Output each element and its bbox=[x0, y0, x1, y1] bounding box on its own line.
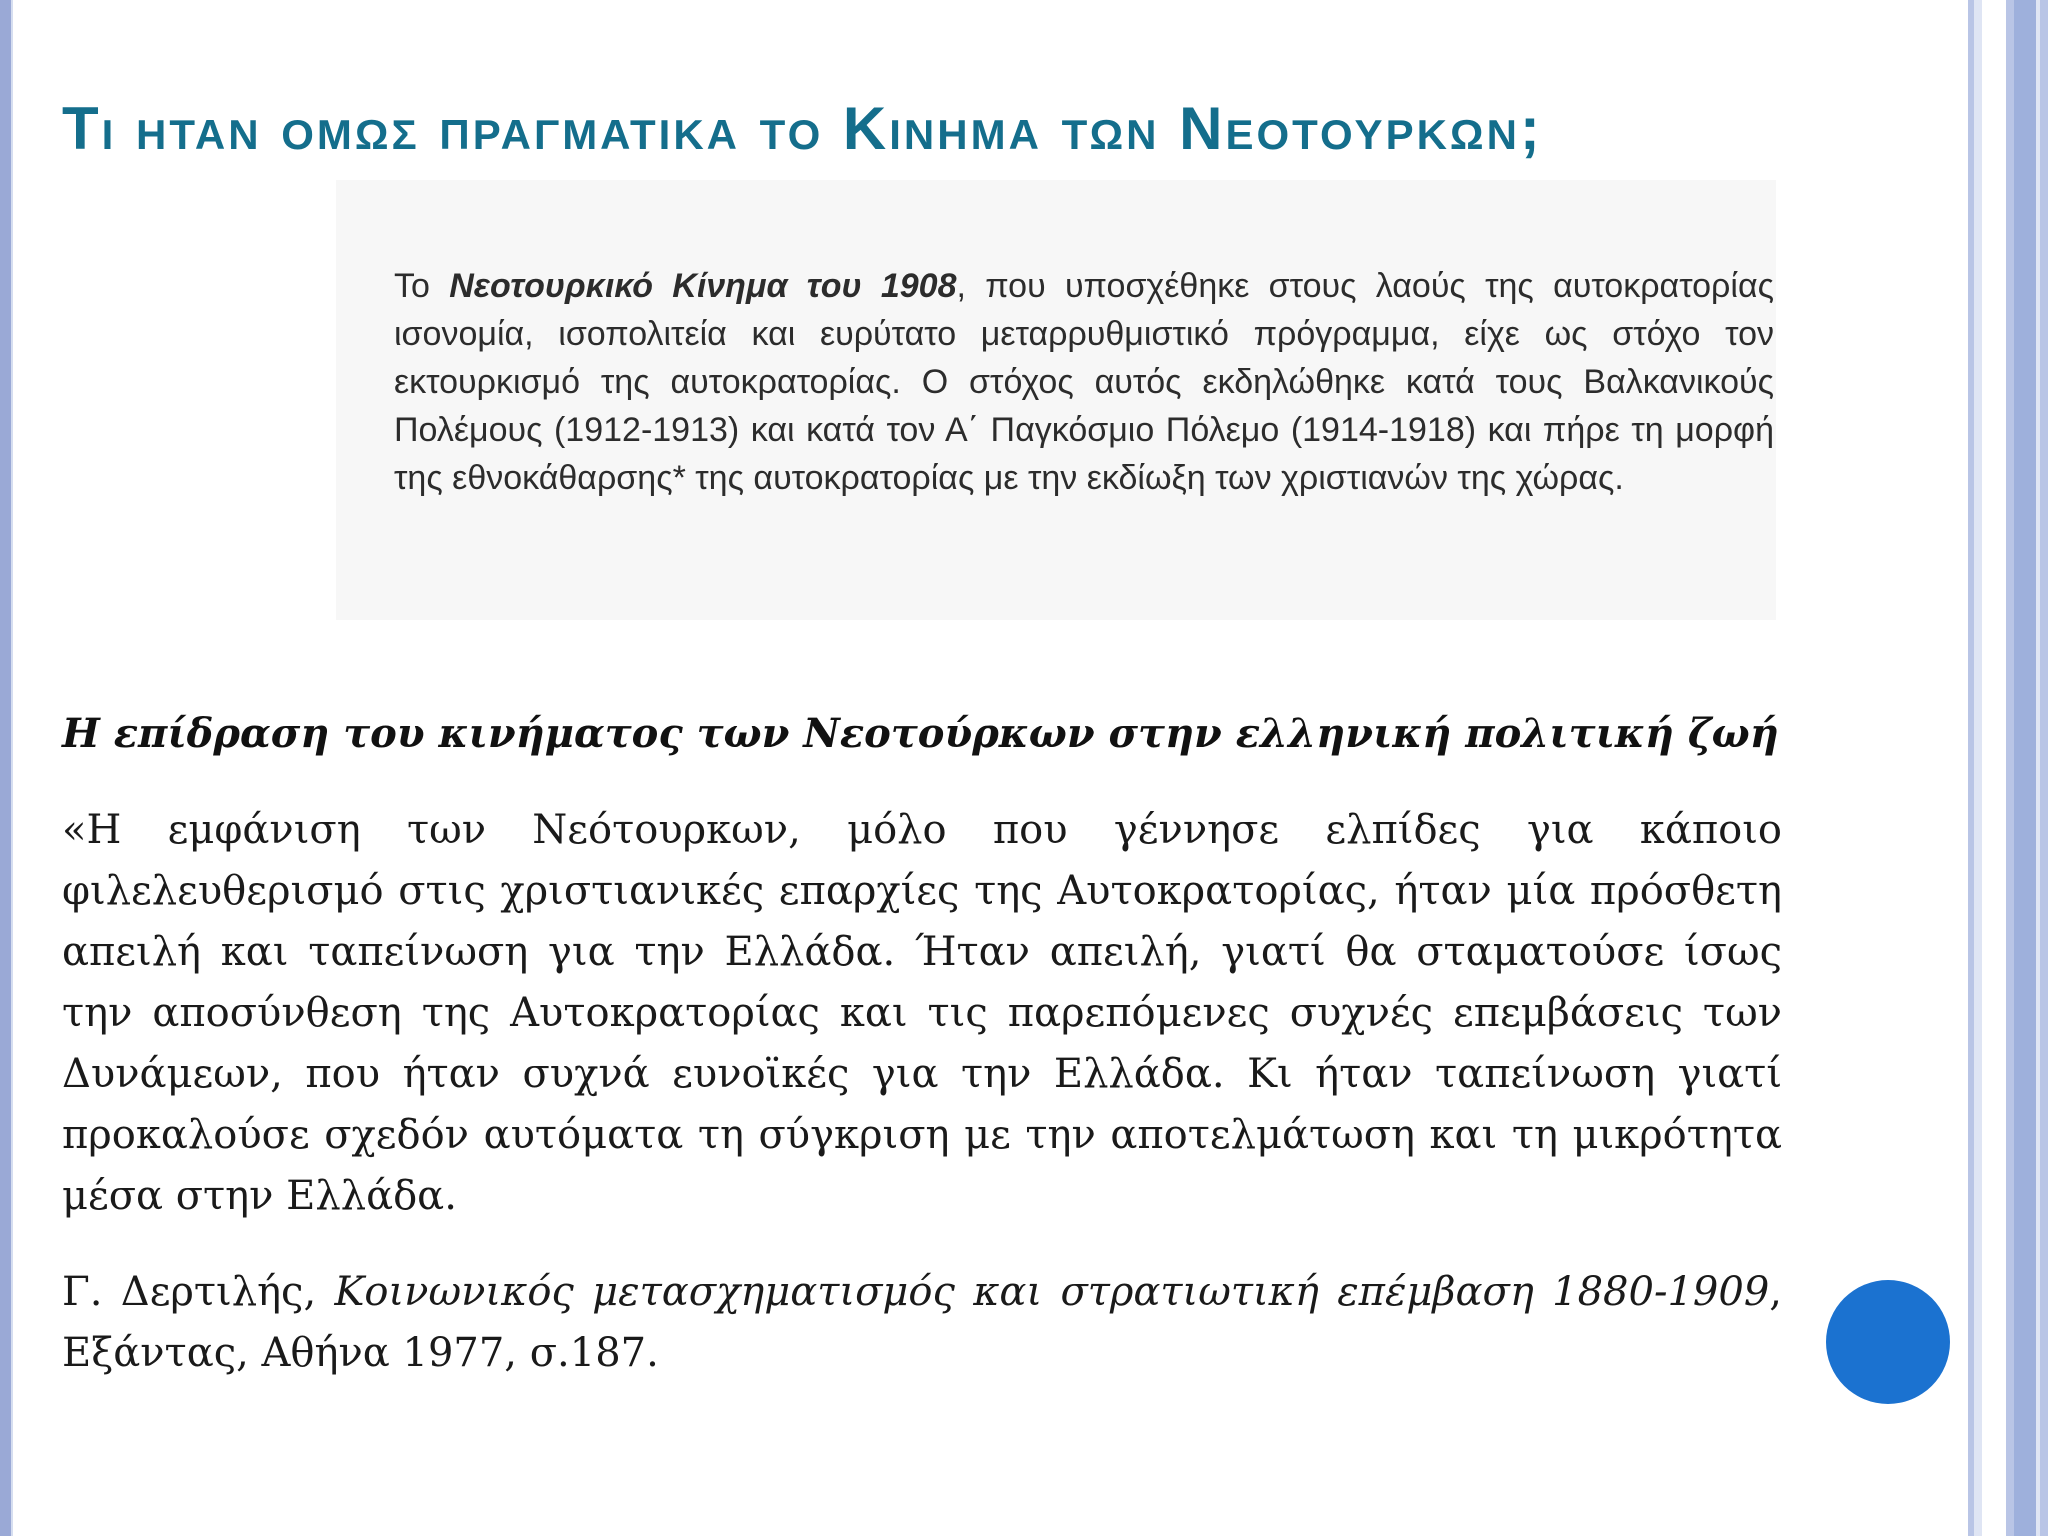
slide-title: Τι ηταν ομως πραγματικα το Κινημα των Νεοτουρκων; bbox=[62, 95, 1543, 162]
citation-rest: , Εξάντας, Αθήνα 1977, σ.187. bbox=[62, 1269, 1782, 1376]
excerpt-bold: Νεοτουρκικό Κίνημα του 1908 bbox=[449, 267, 957, 305]
section-subheading: Η επίδραση του κινήματος των Νεοτούρκων στην ελληνική πολιτική ζωή bbox=[62, 710, 1779, 757]
decorative-circle bbox=[1826, 1280, 1950, 1404]
citation-work: Κοινωνικός μετασχηματισμός και στρατιωτική επέμβαση 1880-1909 bbox=[334, 1269, 1770, 1315]
textbook-excerpt-image bbox=[336, 180, 1776, 620]
textbook-excerpt-text bbox=[394, 262, 1774, 502]
left-border-decoration bbox=[0, 0, 11, 1536]
excerpt-prefix: Το bbox=[394, 267, 450, 305]
citation-author: Γ. Δερτιλής, bbox=[62, 1269, 335, 1315]
right-border-decoration bbox=[1968, 0, 2048, 1536]
citation bbox=[62, 1262, 1782, 1384]
quote-paragraph: «Η εμφάνιση των Νεότουρκων, μόλο που γέννησε ελπίδες για κάποιο φιλελευθερισμό στις χριστιανικές επαρχίες της Αυτοκρατορίας, ήταν μία πρόσθετη απειλή και ταπείνωση για την Ελλάδα. Ήταν απειλή, γιατί θα σταματούσε ίσως την αποσύνθεση της Αυτοκρατορίας και τις παρεπόμενες συχνές επεμβάσεις των Δυνάμεων, που ήταν συχνά ευνοϊκές για την Ελλάδα. Κι ήταν ταπείνωση γιατί προκαλούσε σχεδόν αυτόματα τη σύγκριση με την αποτελμάτωση και τη μικρότητα μέσα στην Ελλάδα. bbox=[62, 807, 1782, 1219]
excerpt-rest: , που υποσχέθηκε στους λαούς της αυτοκρατορίας ισονομία, ισοπολιτεία και ευρύτατο μεταρρυθμιστικό πρόγραμμα, είχε ως στόχο τον εκτουρκισμό της αυτοκρατορίας. Ο στόχος αυτός εκδηλώθηκε κατά τους Βαλκανικούς Πολέμους (1912-1913) και κατά τον Α΄ Παγκόσμιο Πόλεμο (1914-1918) και πήρε τη μορφή της εθνοκάθαρσης* της αυτοκρατορίας με την εκδίωξη των χριστιανών της χώρας. bbox=[394, 267, 1774, 497]
